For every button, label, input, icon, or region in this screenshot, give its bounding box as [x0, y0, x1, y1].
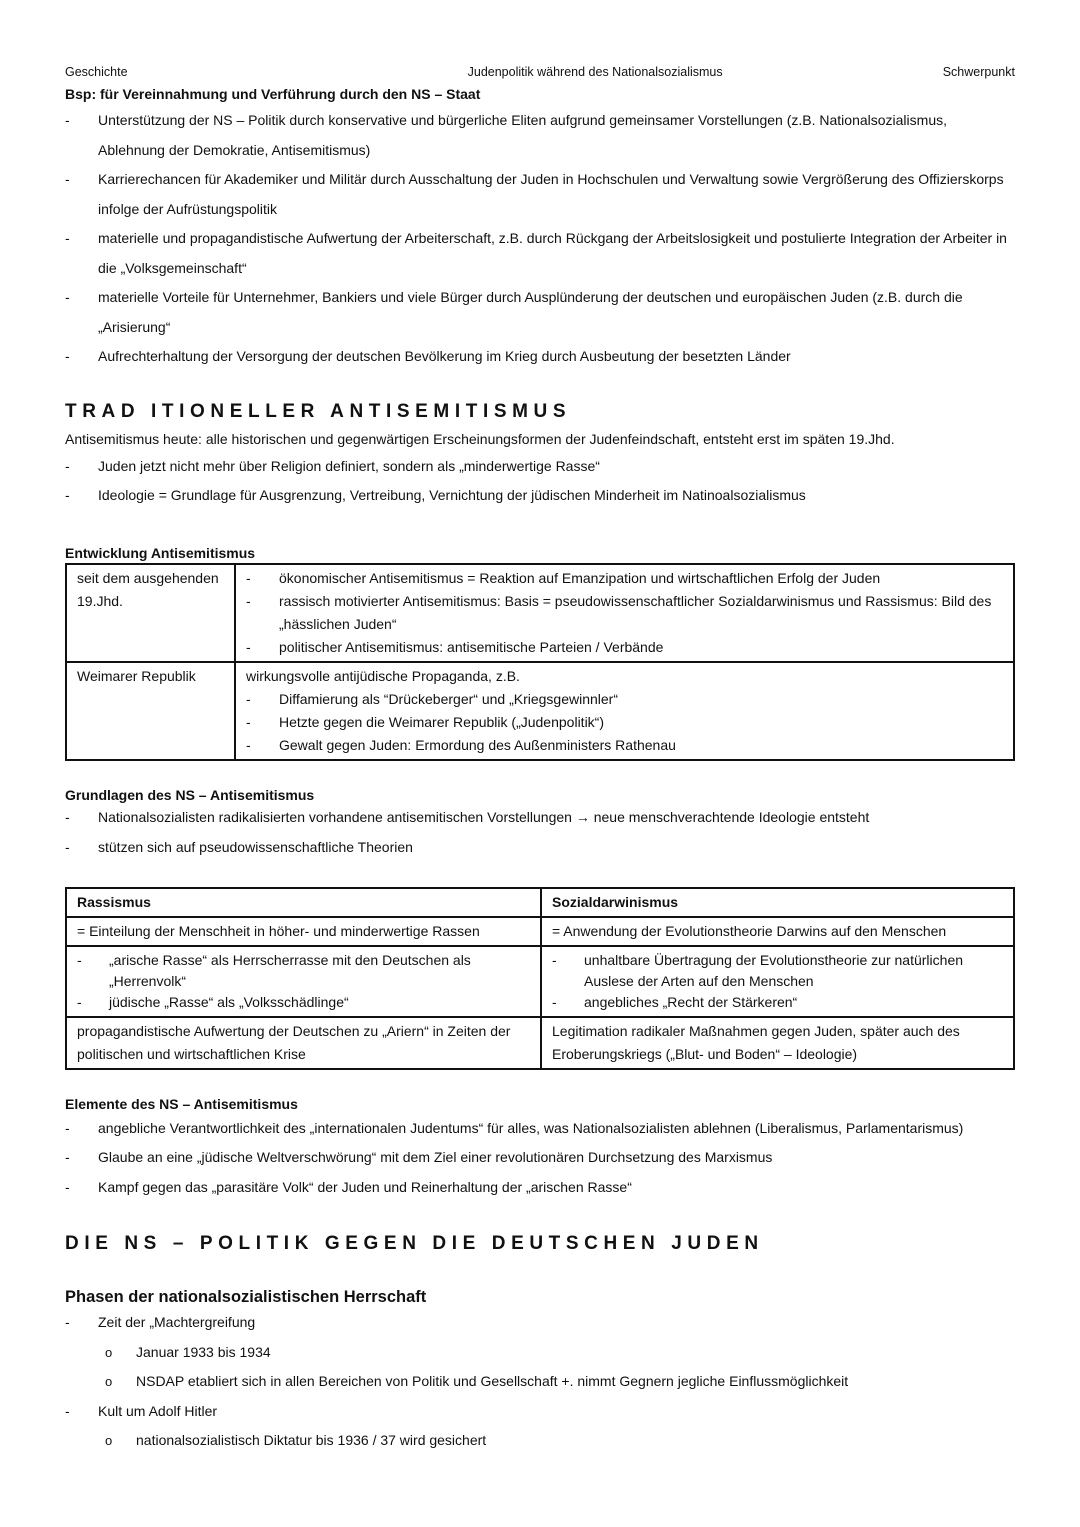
- list-item: - Aufrechterhaltung der Versorgung der deutschen Bevölkerung im Krieg durch Ausbeutung der besetzten Länder: [65, 342, 1015, 372]
- header-subject: Geschichte: [65, 65, 128, 79]
- list-item: - Zeit der „Machtergreifung: [65, 1308, 1015, 1338]
- list-item: - stützen sich auf pseudowissenschaftliche Theorien: [65, 835, 1015, 859]
- list-item: - materielle Vorteile für Unternehmer, Bankiers und viele Bürger durch Ausplünderung der deutschen und europäischen Juden (z.B. durch die „Arisierung“: [65, 283, 1015, 342]
- table-lead-text: wirkungsvolle antijüdische Propaganda, z.B.: [246, 667, 520, 684]
- list-item: - Unterstützung der NS – Politik durch konservative und bürgerliche Eliten aufgrund gemeinsamer Vorstellungen (z.B. Nationalsozialismus, Ablehnung der Demokratie, Antisemitismus): [65, 106, 1015, 165]
- table-row: [66, 662, 1014, 760]
- document-page: [65, 64, 1015, 1456]
- list-item: - materielle und propagandistische Aufwertung der Arbeiterschaft, z.B. durch Rückgang der Arbeitslosigkeit und postulierte Integration der Arbeiter in die „Volksgemeinschaft“: [65, 224, 1015, 283]
- sozialdarwinismus-items: [541, 946, 1014, 1017]
- sozialdarwinismus-title: Sozialdarwinismus: [541, 888, 1014, 917]
- table-row: [66, 888, 1014, 917]
- table-list-item: - Diffamierung als “Drückeberger“ und „Kriegsgewinnler“: [246, 688, 1003, 711]
- list-item: - angebliche Verantwortlichkeit des „internationalen Judentums“ für alles, was Nationalsozialisten ablehnen (Liberalismus, Parlamentarismus): [65, 1114, 1015, 1144]
- rassismus-title: Rassismus: [66, 888, 541, 917]
- content-cell: [235, 662, 1014, 760]
- entwicklung-title: Entwicklung Antisemitismus: [65, 544, 256, 561]
- period-cell: Weimarer Republik: [66, 662, 235, 760]
- table-list-item: - Hetzte gegen die Weimarer Republik („Judenpolitik“): [246, 711, 1003, 734]
- rassismus-consequence: propagandistische Aufwertung der Deutschen zu „Ariern“ in Zeiten der politischen und wirtschaftlichen Krise: [66, 1017, 541, 1069]
- table-list-item: - angebliches „Recht der Stärkeren“: [552, 992, 1003, 1013]
- table-list-item: - unhaltbare Übertragung der Evolutionstheorie zur natürlichen Auslese der Arten auf den Menschen: [552, 950, 1003, 992]
- table-row: [66, 564, 1014, 662]
- section-heading-traditionell: TRAD ITIONELLER ANTISEMITISMUS: [65, 400, 572, 422]
- header-focus: Schwerpunkt: [942, 65, 1015, 79]
- elemente-list: [65, 1114, 1015, 1203]
- theorien-table: [65, 887, 1015, 1070]
- sozialdarwinismus-consequence: Legitimation radikaler Maßnahmen gegen Juden, später auch des Eroberungskriegs („Blut- und Boden“ – Ideologie): [541, 1017, 1014, 1069]
- list-item: - Kampf gegen das „parasitäre Volk“ der Juden und Reinerhaltung der „arischen Rasse“: [65, 1173, 1015, 1203]
- bsp-title: Bsp: für Vereinnahmung und Verführung durch den NS – Staat: [65, 86, 481, 102]
- list-item: - Karrierechancen für Akademiker und Militär durch Ausschaltung der Juden in Hochschulen und Verwaltung sowie Vergrößerung des Offizierskorps infolge der Aufrüstungspolitik: [65, 165, 1015, 224]
- phasen-list: [65, 1308, 1015, 1338]
- phasen-list-2: [65, 1397, 1015, 1427]
- sozialdarwinismus-definition: = Anwendung der Evolutionstheorie Darwins auf den Menschen: [541, 917, 1014, 946]
- phasen-title: Phasen der nationalsozialistischen Herrschaft: [65, 1288, 427, 1306]
- phase1-sublist: [65, 1338, 1015, 1397]
- rassismus-items: [66, 946, 541, 1017]
- list-item: - Kult um Adolf Hitler: [65, 1397, 1015, 1427]
- phase2-sublist: [65, 1426, 1015, 1456]
- grundlagen-title: Grundlagen des NS – Antisemitismus: [65, 786, 315, 803]
- table-list-item: - „arische Rasse“ als Herrscherrasse mit den Deutschen als „Herrenvolk“: [77, 950, 530, 992]
- table-row: [66, 1017, 1014, 1069]
- page-header: [65, 64, 1015, 80]
- list-item: - Nationalsozialisten radikalisierten vorhandene antisemitischen Vorstellungen → neue menschverachtende Ideologie entsteht: [65, 805, 1015, 829]
- table-list-item: - politischer Antisemitismus: antisemitische Parteien / Verbände: [246, 636, 1003, 659]
- header-title: Judenpolitik während des Nationalsozialismus: [467, 65, 723, 79]
- entwicklung-table: [65, 563, 1015, 761]
- table-list-item: - rassisch motivierter Antisemitismus: Basis = pseudowissenschaftlicher Sozialdarwinismus und Rassismus: Bild des „hässlichen Juden“: [246, 590, 1003, 636]
- list-item: - Glaube an eine „jüdische Weltverschwörung“ mit dem Ziel einer revolutionären Durchsetzung des Marxismus: [65, 1143, 1015, 1173]
- elemente-title: Elemente des NS – Antisemitismus: [65, 1095, 298, 1112]
- section-heading-politik: DIE NS – POLITIK GEGEN DIE DEUTSCHEN JUDEN: [65, 1233, 764, 1254]
- traditionell-intro: Antisemitismus heute: alle historischen und gegenwärtigen Erscheinungsformen der Judenfeindschaft, entsteht erst im späten 19.Jhd.: [65, 430, 895, 447]
- list-item: - Ideologie = Grundlage für Ausgrenzung, Vertreibung, Vernichtung der jüdischen Minderheit im Natinoalsozialismus: [65, 481, 1015, 511]
- grundlagen-list: [65, 805, 1015, 859]
- sub-list-item: o nationalsozialistisch Diktatur bis 1936 / 37 wird gesichert: [65, 1426, 1015, 1456]
- period-cell: seit dem ausgehenden 19.Jhd.: [66, 564, 235, 662]
- table-list-item: - jüdische „Rasse“ als „Volksschädlinge“: [77, 992, 530, 1013]
- content-cell: [235, 564, 1014, 662]
- traditionell-list: [65, 452, 1015, 511]
- table-row: [66, 946, 1014, 1017]
- list-item: - Juden jetzt nicht mehr über Religion definiert, sondern als „minderwertige Rasse“: [65, 452, 1015, 482]
- sub-list-item: o Januar 1933 bis 1934: [65, 1338, 1015, 1368]
- table-list-item: - Gewalt gegen Juden: Ermordung des Außenministers Rathenau: [246, 734, 1003, 757]
- rassismus-definition: = Einteilung der Menschheit in höher- und minderwertige Rassen: [66, 917, 541, 946]
- table-row: [66, 917, 1014, 946]
- table-list-item: - ökonomischer Antisemitismus = Reaktion auf Emanzipation und wirtschaftlichen Erfolg der Juden: [246, 567, 1003, 590]
- sub-list-item: o NSDAP etabliert sich in allen Bereichen von Politik und Gesellschaft +. nimmt Gegnern jegliche Einflussmöglichkeit: [65, 1367, 1015, 1397]
- bsp-list: [65, 106, 1015, 372]
